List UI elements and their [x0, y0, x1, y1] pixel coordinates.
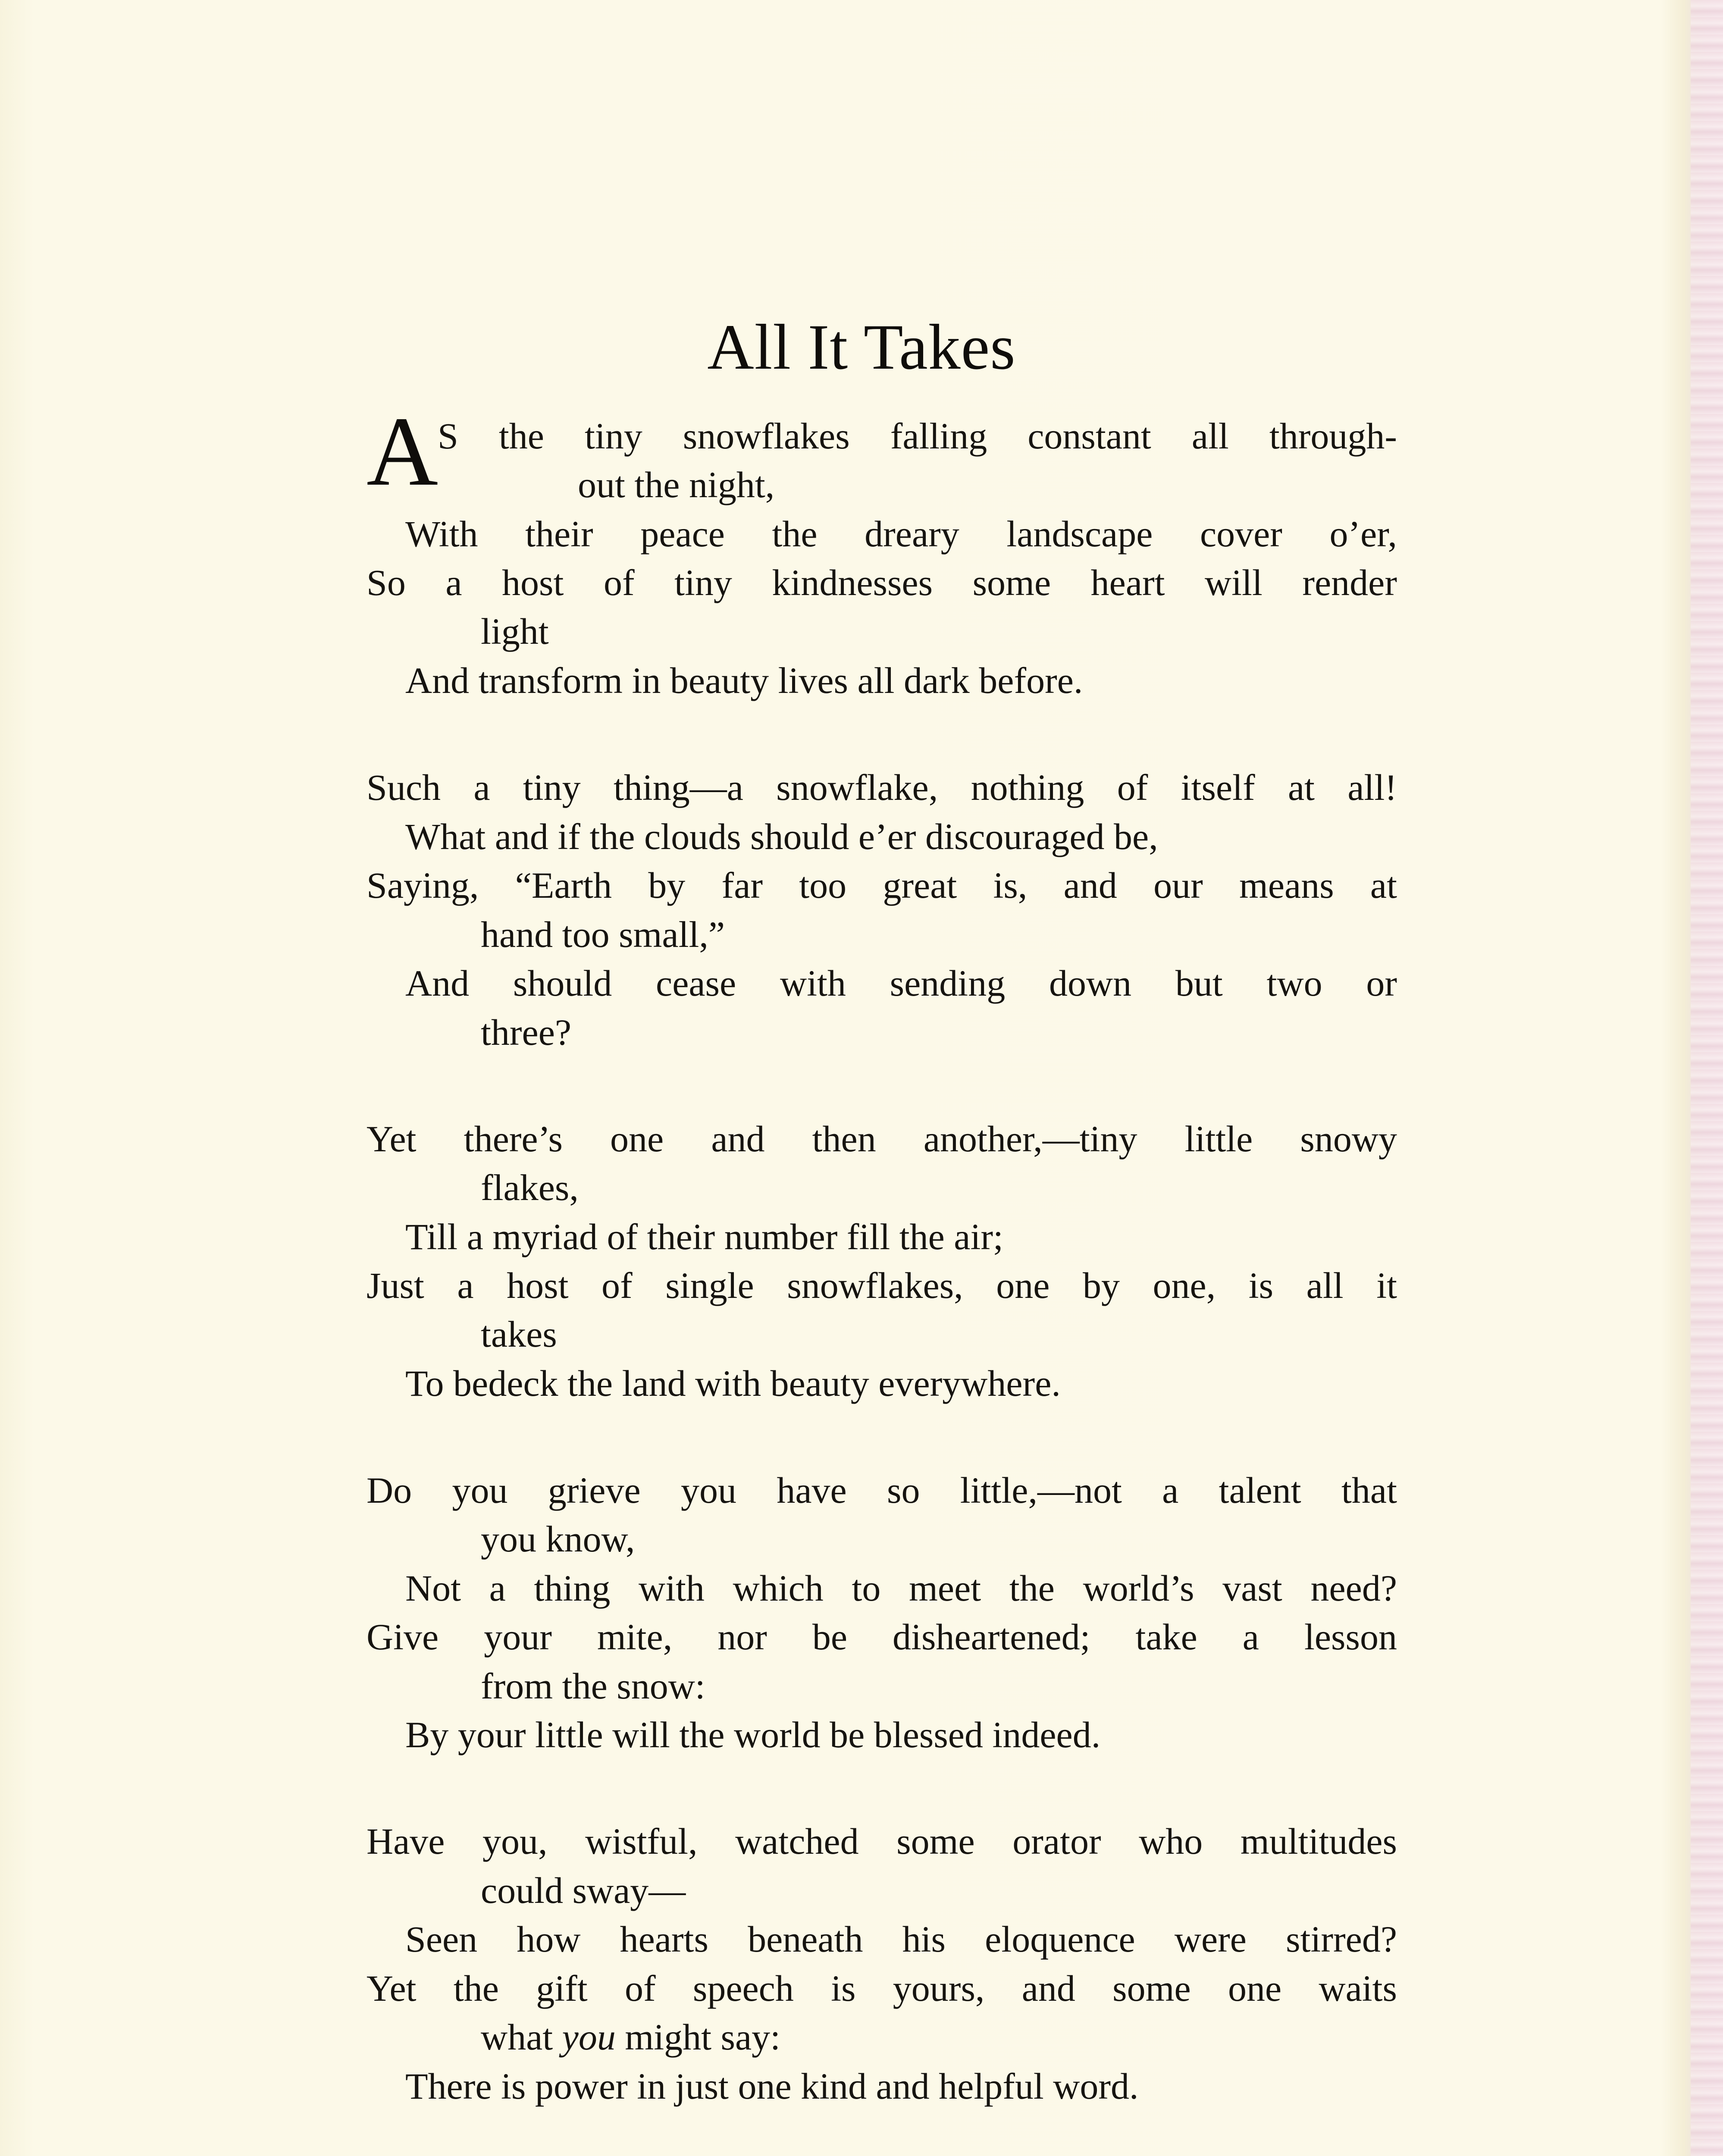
- poem-line: Such a tiny thing—a snowflake, nothing of itself at all!: [367, 767, 1397, 808]
- poem-line: There is power in just one kind and helpful word.: [405, 2065, 1139, 2107]
- poem-line: three?: [481, 1012, 572, 1053]
- drop-cap: A: [367, 396, 439, 506]
- poem-text: might say:: [615, 2016, 781, 2058]
- poem-line: out the night,: [578, 464, 775, 505]
- poem-line: from the snow:: [481, 1665, 705, 1707]
- poem-line: Yet the gift of speech is yours, and some one waits: [367, 1968, 1397, 2009]
- poem-line: Saying, “Earth by far too great is, and our means at: [367, 865, 1397, 906]
- poem-line: Just a host of single snowflakes, one by one, is all it: [367, 1265, 1397, 1306]
- emphasized-word: you: [562, 2016, 616, 2058]
- poem-line: Yet there’s one and then another,—tiny little snowy: [367, 1118, 1397, 1159]
- poem-line: [481, 2013, 1397, 2061]
- poem-line: Not a thing with which to meet the world’s vast need?: [405, 1567, 1397, 1609]
- poem-line: To bedeck the land with beauty everywhere.: [405, 1363, 1061, 1404]
- poem-line: takes: [481, 1313, 557, 1355]
- poem-line: flakes,: [481, 1167, 579, 1208]
- poem-line: So a host of tiny kindnesses some heart will render: [367, 562, 1397, 603]
- poem-line: With their peace the dreary landscape cover o’er,: [405, 513, 1397, 555]
- poem-line: S the tiny snowflakes falling constant all through-: [438, 415, 1397, 457]
- poem-line: Give your mite, nor be disheartened; take a lesson: [367, 1616, 1397, 1658]
- poem-line: Have you, wistful, watched some orator who multitudes: [367, 1821, 1397, 1862]
- poem-line: light: [481, 611, 549, 652]
- poem-text: what: [481, 2016, 562, 2058]
- poem-line: And should cease with sending down but two or: [405, 962, 1397, 1004]
- poem-line: And transform in beauty lives all dark before.: [405, 660, 1083, 701]
- poem-title: All It Takes: [707, 311, 1016, 383]
- poem-line: What and if the clouds should e’er discouraged be,: [405, 816, 1158, 857]
- poem-line: hand too small,”: [481, 914, 725, 955]
- poem-line: Till a myriad of their number fill the air;: [405, 1216, 1003, 1257]
- poem-line: By your little will the world be blessed indeed.: [405, 1714, 1101, 1755]
- poem-line: Seen how hearts beneath his eloquence were stirred?: [405, 1918, 1397, 1960]
- poem-line: you know,: [481, 1518, 635, 1560]
- poem-line: Do you grieve you have so little,—not a talent that: [367, 1470, 1397, 1511]
- poem-line: could sway—: [481, 1870, 686, 1911]
